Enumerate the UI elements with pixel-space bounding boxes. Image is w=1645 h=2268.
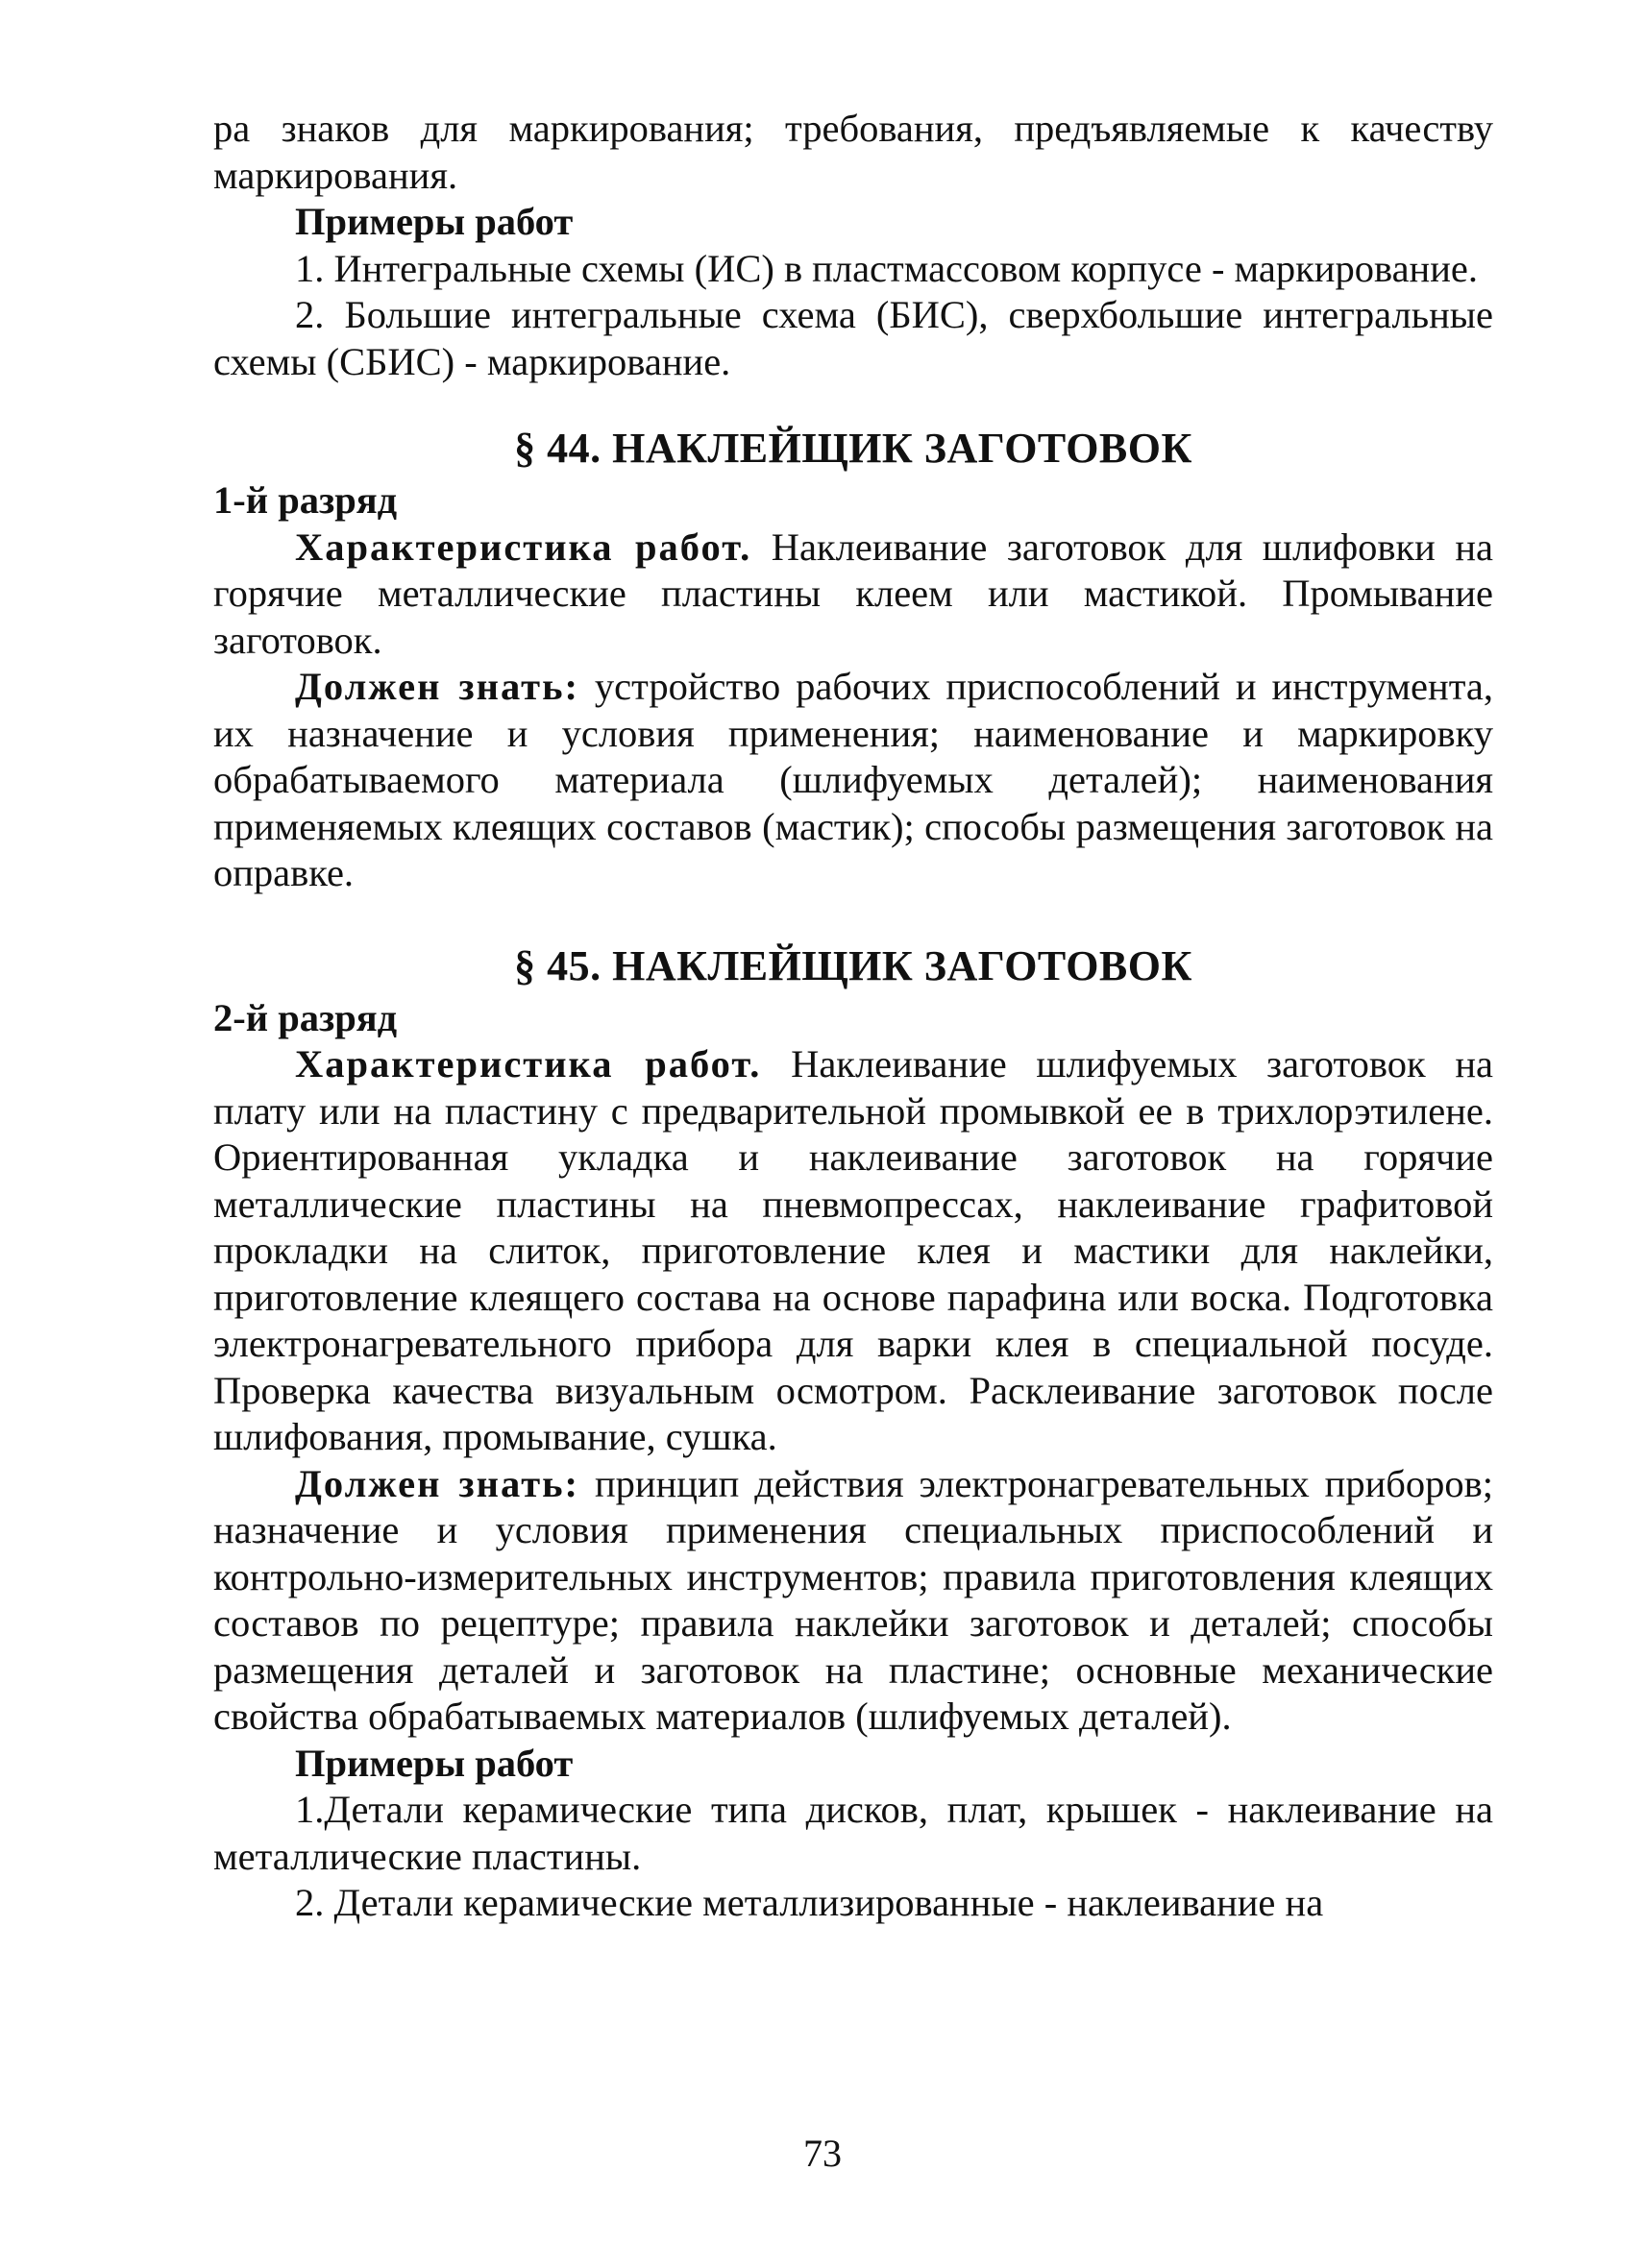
- intro-example-1: 1. Интегральные схемы (ИС) в пластмассовом корпусе - маркирование.: [295, 246, 1478, 290]
- section-45-example-1: 1.Детали керамические типа дисков, плат, крышек - наклеивание на металлические пластины.: [213, 1788, 1493, 1878]
- section-45-knowledge-text: принцип действия электронагревательных приборов; назначение и условия применения специальных приспособлений и контрольно-измерительных инструментов; правила приготовления клеящих составов по рецептуре; правила наклейки заготовок и деталей; способы размещения деталей и заготовок на пластине; основные механические свойства обрабатываемых материалов (шлифуемых деталей).: [213, 1461, 1493, 1738]
- section-45-grade: 2-й разряд: [213, 995, 398, 1039]
- page-body: [213, 106, 1493, 1927]
- intro-examples-heading: Примеры работ: [295, 200, 574, 243]
- section-45-knowledge-label: Должен знать:: [295, 1461, 580, 1505]
- section-44-knowledge-text: устройство рабочих приспособлений и инструмента, их назначение и условия применения; наименование и маркировку обрабатываемого материала (шлифуемых деталей); наименования применяемых клеящих составов (мастик); способы размещения заготовок на оправке.: [213, 665, 1493, 894]
- intro-example-2: 2. Большие интегральные схема (БИС), сверхбольшие интегральные схемы (СБИС) - маркирование.: [213, 293, 1493, 383]
- intro-paragraph: ра знаков для маркирования; требования, предъявляемые к качеству маркирования.: [213, 107, 1493, 197]
- section-45-characteristics: [213, 1041, 1493, 1461]
- section-44-knowledge: [213, 664, 1493, 897]
- section-45-example-2: 2. Детали керамические металлизированные - наклеивание на: [295, 1881, 1324, 1924]
- section-44-characteristics-label: Характеристика работ.: [295, 524, 752, 569]
- section-45-knowledge: [213, 1461, 1493, 1741]
- section-44-characteristics: [213, 524, 1493, 665]
- section-45-characteristics-label: Характеристика работ.: [295, 1042, 762, 1085]
- section-45-examples-heading: Примеры работ: [295, 1741, 574, 1785]
- page-number: 73: [803, 2132, 842, 2175]
- section-44-title: § 44. НАКЛЕЙЩИК ЗАГОТОВОК: [514, 425, 1192, 472]
- section-45-characteristics-text: Наклеивание шлифуемых заготовок на плату или на пластину с предварительной промывкой ее в трихлорэтилене. Ориентированная укладка и наклеивание заготовок на горячие металлические пластины на пневмопрессах, наклеивание графитовой прокладки на слиток, приготовление клея и мастики для наклейки, приготовление клеящего состава на основе парафина или воска. Подготовка электронагревательного прибора для варки клея в специальной посуде. Проверка качества визуальным осмотром. Расклеивание заготовок после шлифования, промывание, сушка.: [213, 1042, 1493, 1458]
- section-44-grade: 1-й разряд: [213, 478, 398, 522]
- section-44-knowledge-label: Должен знать:: [295, 665, 579, 708]
- section-44-characteristics-text: Наклеивание заготовок для шлифовки на горячие металлические пластины клеем или мастикой. Промывание заготовок.: [213, 524, 1493, 662]
- section-45-title: § 45. НАКЛЕЙЩИК ЗАГОТОВОК: [514, 941, 1192, 989]
